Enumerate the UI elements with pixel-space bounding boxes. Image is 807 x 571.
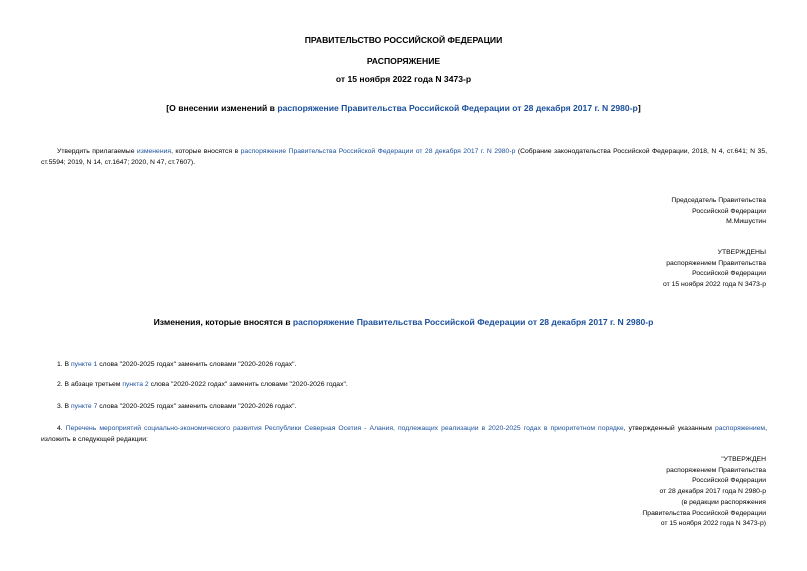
approved-quote-line: "УТВЕРЖДЕН bbox=[721, 456, 766, 463]
document-date-number: от 15 ноября 2022 года N 3473-р bbox=[335, 74, 472, 84]
signature-block bbox=[671, 196, 766, 228]
order-link[interactable]: распоряжение Правительства Российской Федерации от 28 декабря 2017 г. N 2980-р bbox=[240, 148, 516, 155]
document-type: РАСПОРЯЖЕНИЕ bbox=[366, 56, 441, 66]
approved-quote-line: Правительства Российской Федерации bbox=[642, 509, 766, 517]
title-link[interactable]: распоряжение Правительства Российской Федерации от 28 декабря 2017 г. N 2980-р bbox=[277, 103, 638, 113]
list-item: 1. В пункте 1 слова "2020-2025 годах" заменить словами "2020-2026 годах". bbox=[57, 361, 297, 368]
signature-line: Председатель Правительства bbox=[671, 197, 766, 204]
approved-block bbox=[663, 248, 766, 291]
item-link[interactable]: распоряжением bbox=[714, 425, 766, 432]
intro-paragraph: Утвердить прилагаемые изменения, которые вносятся в распоряжение Правительства Российской Федерации от 28 декабря 2017 г. N 2980-р (Собрание законодательства Российской Федерации, 2018, N 4, ст.641; N 35, ст.5594; 2019, N 14, ст.1647; 2020, N 47, ст.7607). bbox=[41, 148, 767, 166]
list-item: 2. В абзаце третьем пункта 2 слова "2020-2022 годах" заменить словами "2020-2026 годах". bbox=[57, 381, 348, 388]
approved-line: Российской Федерации bbox=[692, 270, 766, 278]
title-open: [О внесении изменений в bbox=[166, 103, 278, 113]
approved-line: УТВЕРЖДЕНЫ bbox=[717, 249, 766, 256]
title-close: ] bbox=[637, 103, 641, 113]
approved-quote-line: распоряжением Правительства bbox=[666, 466, 766, 474]
changes-link[interactable]: изменения bbox=[136, 148, 172, 155]
approved-quote-line: от 28 декабря 2017 года N 2980-р bbox=[659, 488, 766, 496]
list-item: 4. Перечень мероприятий социально-экономического развития Республики Северная Осетия - Алания, подлежащих реализации в 2020-2025 годах в приоритетном порядке, утвержденный указанным распоряжением, изложить в следующей редакции: bbox=[41, 425, 767, 443]
item-link[interactable]: пункте 7 bbox=[70, 403, 98, 410]
approved-line: от 15 ноября 2022 года N 3473-р bbox=[662, 281, 766, 289]
approved-line: распоряжением Правительства bbox=[666, 259, 766, 267]
approved-quote-block bbox=[642, 455, 766, 530]
approved-quote-line: Российской Федерации bbox=[692, 477, 766, 485]
government-heading: ПРАВИТЕЛЬСТВО РОССИЙСКОЙ ФЕДЕРАЦИИ bbox=[304, 35, 503, 45]
changes-heading: Изменения, которые вносятся в распоряжение Правительства Российской Федерации от 28 декабря 2017 г. N 2980-р bbox=[153, 317, 654, 327]
item-link[interactable]: пункте 1 bbox=[70, 361, 98, 368]
item-link[interactable]: пункта 2 bbox=[122, 381, 149, 388]
approved-quote-line: от 15 ноября 2022 года N 3473-р) bbox=[660, 520, 766, 528]
approved-quote-line: (в редакции распоряжения bbox=[681, 498, 766, 506]
list-item: 3. В пункте 7 слова "2020-2025 годах" заменить словами "2020-2026 годах". bbox=[57, 403, 297, 410]
signature-name: М.Мишустин bbox=[726, 218, 766, 226]
document-title bbox=[0, 103, 807, 113]
item-link[interactable]: Перечень мероприятий социально-экономического развития Республики Северная Осетия - Алания, подлежащих реализации в 2020-2025 годах в приоритетном порядке bbox=[65, 425, 624, 432]
signature-line: Российской Федерации bbox=[692, 207, 766, 215]
changes-heading-link[interactable]: распоряжение Правительства Российской Федерации от 28 декабря 2017 г. N 2980-р bbox=[292, 317, 654, 327]
